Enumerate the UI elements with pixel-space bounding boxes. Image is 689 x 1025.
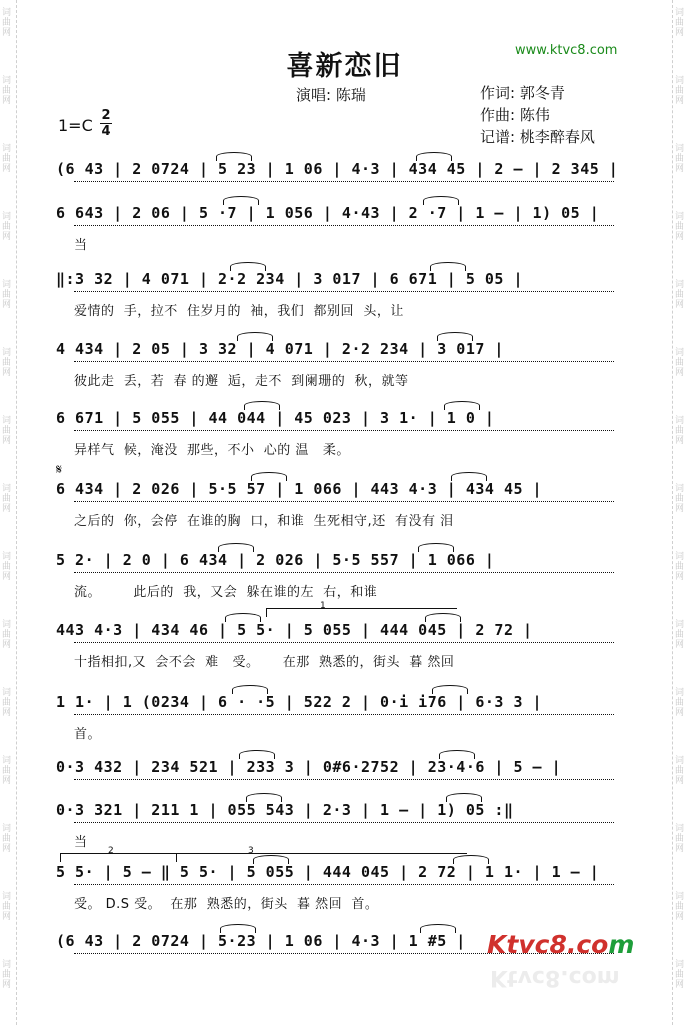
watermark-glyphs: 词 曲 网 [2, 484, 12, 514]
watermark-glyphs: 词 曲 网 [675, 484, 685, 514]
watermark-glyphs: 词 曲 网 [675, 212, 685, 242]
volta-label-3: 3 [248, 846, 254, 856]
watermark-glyphs: 词 曲 网 [675, 8, 685, 38]
duration-underline [74, 501, 614, 502]
time-signature-bottom: 4 [101, 124, 111, 139]
slur-mark [220, 924, 256, 933]
duration-underline [74, 884, 614, 885]
slur-mark [423, 196, 459, 205]
watermark-glyphs: 词 曲 网 [2, 76, 12, 106]
lyric-line: 十指相扣,又 会不会 难 受。 在那 熟悉的，街头 暮 然回 [74, 655, 455, 670]
slur-mark [246, 793, 282, 802]
credits-block [480, 82, 595, 148]
lyric-line: 当 [74, 238, 88, 253]
song-title: 喜新恋旧 [286, 51, 403, 82]
duration-underline [74, 291, 614, 292]
watermark-glyphs: 词 曲 网 [2, 688, 12, 718]
duration-underline [74, 572, 614, 573]
slur-mark [232, 685, 268, 694]
watermark-glyphs: 词 曲 网 [675, 756, 685, 786]
transcriber-credit: 记谱: 桃李醉春风 [480, 128, 595, 146]
slur-mark [432, 685, 468, 694]
notation-line: ‖:3 32 | 4 071 | 2·2 234 | 3 017 | 6 671 | 5 05 | [56, 270, 524, 288]
singer-credit: 演唱: 陈瑞 [296, 86, 366, 104]
lyricist-credit: 作词: 郭冬青 [480, 84, 565, 102]
watermark-glyphs: 词 曲 网 [2, 892, 12, 922]
slur-mark [223, 196, 259, 205]
duration-underline [74, 361, 614, 362]
volta-bracket-3 [176, 853, 467, 862]
notation-line: 0·3 432 | 234 521 | 233 3 | 0#6·2752 | 23·4·6 | 5 – | [56, 758, 562, 776]
watermark-glyphs: 词 曲 网 [2, 756, 12, 786]
volta-label-1: 1 [320, 601, 326, 611]
volta-label-2: 2 [108, 846, 114, 856]
watermark-glyphs: 词 曲 网 [675, 824, 685, 854]
lyric-line: 受。 D.S 受。 在那 熟悉的，街头 暮 然回 首。 [74, 897, 379, 912]
notation-line: 443 4·3 | 434 46 | 5 5· | 5 055 | 444 045 | 2 72 | [56, 621, 533, 639]
watermark-glyphs: 词 曲 网 [675, 144, 685, 174]
slur-mark [230, 262, 266, 271]
time-signature [100, 109, 112, 138]
lyric-line: 当 [74, 835, 88, 850]
slur-mark [416, 152, 452, 161]
slur-mark [446, 793, 482, 802]
notation-line: 1 1· | 1 (0234 | 6 · ·5 | 522 2 | 0·i i76 | 6·3 3 | [56, 693, 543, 711]
notation-line: 4 434 | 2 05 | 3 32 | 4 071 | 2·2 234 | 3 017 | [56, 340, 504, 358]
site-url[interactable]: www.ktvc8.com [515, 43, 618, 58]
watermark-glyphs: 词 曲 网 [2, 552, 12, 582]
notation-line: 5 2· | 2 0 | 6 434 | 2 026 | 5·5 557 | 1 066 | [56, 551, 495, 569]
duration-underline [74, 225, 614, 226]
slur-mark [437, 332, 473, 341]
lyric-line: 异样气 候，淹没 那些，不小 心的 温 柔。 [74, 443, 350, 458]
slur-mark [420, 924, 456, 933]
watermark-glyphs: 词 曲 网 [2, 620, 12, 650]
lyric-line: 首。 [74, 727, 102, 742]
composer-credit: 作曲: 陈伟 [480, 106, 550, 124]
left-watermark-column [0, 0, 17, 1025]
lyric-line: 之后的 你，会停 在谁的胸 口，和谁 生死相守,还 有没有 泪 [74, 514, 454, 529]
duration-underline [74, 779, 614, 780]
volta-bracket-2 [60, 853, 176, 862]
slur-mark [244, 401, 280, 410]
duration-underline [74, 430, 614, 431]
watermark-glyphs: 词 曲 网 [675, 416, 685, 446]
segno-sign: 𝄋 [56, 462, 63, 478]
watermark-glyphs: 词 曲 网 [2, 416, 12, 446]
slur-mark [251, 472, 287, 481]
right-watermark-column [672, 0, 689, 1025]
logo-reflection: Ktvc8.com [490, 965, 620, 990]
notation-line: 6 671 | 5 055 | 44 044 | 45 023 | 3 1· | 1 0 | [56, 409, 495, 427]
duration-underline [74, 181, 614, 182]
notation-line: (6 43 | 2 0724 | 5·23 | 1 06 | 4·3 | 1 #5 | [56, 932, 466, 950]
slur-mark [444, 401, 480, 410]
watermark-glyphs: 词 曲 网 [675, 280, 685, 310]
slur-mark [225, 613, 261, 622]
notation-line: 6 643 | 2 06 | 5 ·7 | 1 056 | 4·43 | 2 ·7 | 1 – | 1) 05 | [56, 204, 600, 222]
watermark-glyphs: 词 曲 网 [675, 688, 685, 718]
duration-underline [74, 714, 614, 715]
duration-underline [74, 822, 614, 823]
duration-underline [74, 642, 614, 643]
lyric-line: 流。 此后的 我，又会 躲在谁的左 右，和谁 [74, 585, 378, 600]
watermark-glyphs: 词 曲 网 [675, 892, 685, 922]
ktvc8-logo [487, 930, 634, 959]
watermark-glyphs: 词 曲 网 [2, 280, 12, 310]
slur-mark [418, 543, 454, 552]
slur-mark [237, 332, 273, 341]
slur-mark [439, 750, 475, 759]
logo-text-red: Ktvc8.co [487, 930, 609, 959]
watermark-glyphs: 词 曲 网 [2, 212, 12, 242]
lyric-line: 彼此走 丢，若 春 的邂 逅，走不 到阑珊的 秋，就等 [74, 374, 409, 389]
logo-text-green: m [608, 930, 635, 959]
lyric-line: 爱情的 手，拉不 住岁月的 袖，我们 都别回 头，让 [74, 304, 404, 319]
notation-line: (6 43 | 2 0724 | 5 23 | 1 06 | 4·3 | 434 45 | 2 – | 2 345 | [56, 160, 619, 178]
watermark-glyphs: 词 曲 网 [2, 144, 12, 174]
watermark-glyphs: 词 曲 网 [2, 8, 12, 38]
notation-line: 6 434 | 2 026 | 5·5 57 | 1 066 | 443 4·3 | 434 45 | [56, 480, 543, 498]
slur-mark [430, 262, 466, 271]
notation-line: 0·3 321 | 211 1 | 055 543 | 2·3 | 1 – | 1) 05 :‖ [56, 801, 514, 819]
time-signature-top: 2 [101, 108, 111, 123]
notation-line: 5 5· | 5 – ‖ 5 5· | 5 055 | 444 045 | 2 72 | 1 1· | 1 – | [56, 863, 600, 881]
slur-mark [216, 152, 252, 161]
watermark-glyphs: 词 曲 网 [675, 960, 685, 990]
watermark-glyphs: 词 曲 网 [2, 824, 12, 854]
volta-bracket-1 [266, 608, 457, 617]
slur-mark [218, 543, 254, 552]
slur-mark [451, 472, 487, 481]
key-signature: 1=C [58, 116, 93, 135]
watermark-glyphs: 词 曲 网 [2, 960, 12, 990]
watermark-glyphs: 词 曲 网 [675, 348, 685, 378]
watermark-glyphs: 词 曲 网 [675, 620, 685, 650]
watermark-glyphs: 词 曲 网 [2, 348, 12, 378]
watermark-glyphs: 词 曲 网 [675, 76, 685, 106]
slur-mark [239, 750, 275, 759]
watermark-glyphs: 词 曲 网 [675, 552, 685, 582]
